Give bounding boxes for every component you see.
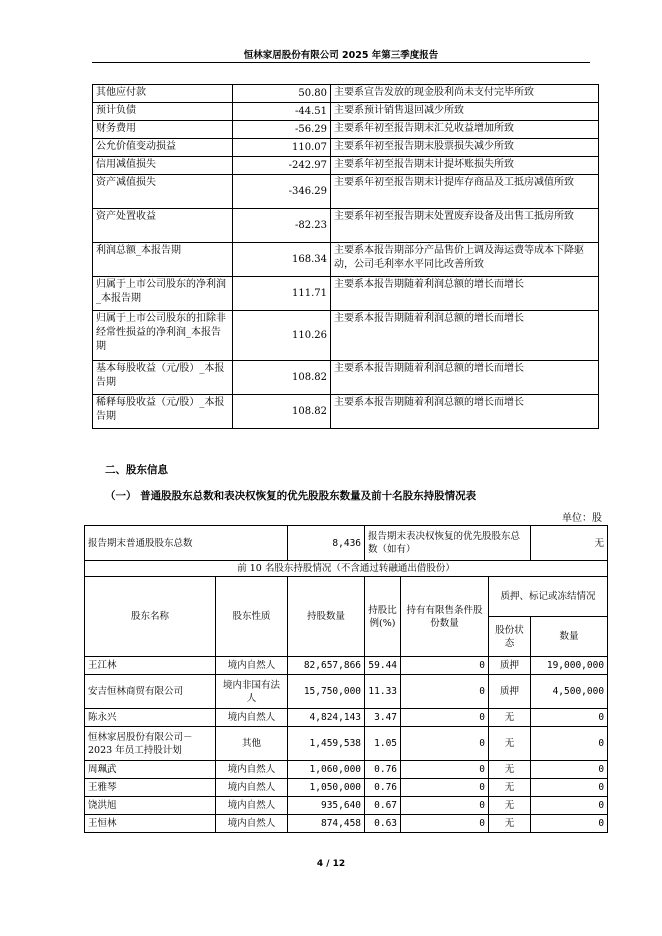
shareholder-qty: 874,458 xyxy=(288,815,365,833)
pref-shareholders-value: 无 xyxy=(531,526,608,561)
shareholder-qty: 15,750,000 xyxy=(288,675,365,709)
shareholder-row xyxy=(85,797,608,815)
shareholder-row xyxy=(85,675,608,709)
changes-item: 财务费用 xyxy=(93,121,233,139)
changes-reason: 主要系本报告期随着利润总额的增长而增长 xyxy=(331,311,599,361)
changes-value: 111.71 xyxy=(233,277,331,311)
shareholder-ratio: 59.44 xyxy=(365,657,401,675)
shareholder-restricted: 0 xyxy=(401,709,489,727)
shareholder-qty: 935,640 xyxy=(288,797,365,815)
shareholder-ratio: 0.76 xyxy=(365,761,401,779)
changes-row xyxy=(93,139,599,157)
shareholder-ratio: 0.63 xyxy=(365,815,401,833)
changes-row xyxy=(93,395,599,429)
col-header-status: 股份状态 xyxy=(489,617,531,657)
changes-row xyxy=(93,243,599,277)
changes-value: 110.26 xyxy=(233,311,331,361)
changes-reason: 主要系本报告期随着利润总额的增长而增长 xyxy=(331,395,599,429)
col-header-qty: 持股数量 xyxy=(288,577,365,657)
col-header-nature: 股东性质 xyxy=(216,577,288,657)
changes-value: 168.34 xyxy=(233,243,331,277)
shareholder-qty: 4,824,143 xyxy=(288,709,365,727)
shareholder-restricted: 0 xyxy=(401,815,489,833)
changes-reason: 主要系宣告发放的现金股利尚未支付完毕所致 xyxy=(331,85,599,103)
shareholder-qty: 82,657,866 xyxy=(288,657,365,675)
col-header-name: 股东名称 xyxy=(85,577,216,657)
col-header-pledge: 质押、标记或冻结情况 xyxy=(489,577,608,617)
shareholder-qty: 1,459,538 xyxy=(288,727,365,761)
shareholder-row xyxy=(85,779,608,797)
shareholder-nature: 境内非国有法人 xyxy=(216,675,288,709)
shareholder-pledge-status: 无 xyxy=(489,709,531,727)
changes-value: -44.51 xyxy=(233,103,331,121)
changes-reason: 主要系预计销售退回减少所致 xyxy=(331,103,599,121)
changes-reason: 主要系本报告期部分产品售价上调及海运费等成本下降驱动，公司毛利率水平同比改善所致 xyxy=(331,243,599,277)
shareholder-pledge-status: 无 xyxy=(489,815,531,833)
shareholder-nature: 境内自然人 xyxy=(216,797,288,815)
shareholder-nature: 境内自然人 xyxy=(216,761,288,779)
shareholder-name: 王恒林 xyxy=(85,815,216,833)
shareholder-name: 王江林 xyxy=(85,657,216,675)
shareholder-pledge-amount: 0 xyxy=(531,761,608,779)
shareholder-pledge-status: 无 xyxy=(489,761,531,779)
changes-reason: 主要系年初至报告期末计提库存商品及工抵房减值所致 xyxy=(331,175,599,209)
changes-reason: 主要系年初至报告期末汇兑收益增加所致 xyxy=(331,121,599,139)
changes-row xyxy=(93,175,599,209)
changes-row xyxy=(93,209,599,243)
page-number: 4 / 12 xyxy=(316,859,346,869)
changes-value: -56.29 xyxy=(233,121,331,139)
col-header-amount: 数量 xyxy=(531,617,608,657)
changes-item: 利润总额_本报告期 xyxy=(93,243,233,277)
changes-row xyxy=(93,121,599,139)
shareholder-nature: 境内自然人 xyxy=(216,815,288,833)
shareholder-pledge-amount: 0 xyxy=(531,779,608,797)
shareholder-nature: 其他 xyxy=(216,727,288,761)
shareholder-pledge-amount: 0 xyxy=(531,815,608,833)
changes-value: 108.82 xyxy=(233,361,331,395)
changes-item: 信用减值损失 xyxy=(93,157,233,175)
changes-item: 其他应付款 xyxy=(93,85,233,103)
shareholder-pledge-amount: 4,500,000 xyxy=(531,675,608,709)
col-header-restricted: 持有有限售条件股份数量 xyxy=(401,577,489,657)
shareholder-name: 饶洪旭 xyxy=(85,797,216,815)
changes-row xyxy=(93,157,599,175)
shareholder-row xyxy=(85,761,608,779)
shareholder-pledge-status: 无 xyxy=(489,797,531,815)
changes-item: 稀释每股收益（元/股）_本报告期 xyxy=(93,395,233,429)
changes-row xyxy=(93,361,599,395)
shareholder-row xyxy=(85,815,608,833)
changes-value: 110.07 xyxy=(233,139,331,157)
shareholder-nature: 境内自然人 xyxy=(216,709,288,727)
shareholder-name: 周珮武 xyxy=(85,761,216,779)
shareholder-restricted: 0 xyxy=(401,761,489,779)
total-shareholders-label: 报告期末普通股股东总数 xyxy=(85,526,288,561)
changes-item: 资产减值损失 xyxy=(93,175,233,209)
shareholder-restricted: 0 xyxy=(401,797,489,815)
shareholder-pledge-amount: 19,000,000 xyxy=(531,657,608,675)
report-header: 恒林家居股份有限公司 2025 年第三季度报告 xyxy=(243,50,439,61)
shareholder-pledge-amount: 0 xyxy=(531,709,608,727)
total-shareholders-value: 8,436 xyxy=(288,526,365,561)
subsection-title: （一） 普通股股东总数和表决权恢复的优先股股东数量及前十名股东持股情况表 xyxy=(105,490,477,502)
shareholder-nature: 境内自然人 xyxy=(216,779,288,797)
changes-reason: 主要系本报告期随着利润总额的增长而增长 xyxy=(331,277,599,311)
shareholder-nature: 境内自然人 xyxy=(216,657,288,675)
changes-table xyxy=(92,84,599,429)
section-title: 二、股东信息 xyxy=(105,464,168,476)
top10-caption: 前 10 名股东持股情况（不含通过转融通出借股份） xyxy=(85,561,608,577)
changes-value: -242.97 xyxy=(233,157,331,175)
shareholder-ratio: 1.05 xyxy=(365,727,401,761)
shareholder-pledge-status: 质押 xyxy=(489,657,531,675)
changes-value: 108.82 xyxy=(233,395,331,429)
pref-shareholders-label: 报告期末表决权恢复的优先股股东总数（如有） xyxy=(365,526,531,561)
shareholder-row xyxy=(85,709,608,727)
changes-value: -82.23 xyxy=(233,209,331,243)
shareholder-name: 安吉恒林商贸有限公司 xyxy=(85,675,216,709)
shareholder-name: 陈永兴 xyxy=(85,709,216,727)
changes-item: 归属于上市公司股东的扣除非经常性损益的净利润_本报告期 xyxy=(93,311,233,361)
shareholder-row xyxy=(85,727,608,761)
shareholder-ratio: 11.33 xyxy=(365,675,401,709)
changes-row xyxy=(93,277,599,311)
changes-reason: 主要系年初至报告期末处置废弃设备及出售工抵房所致 xyxy=(331,209,599,243)
changes-row xyxy=(93,103,599,121)
changes-reason: 主要系本报告期随着利润总额的增长而增长 xyxy=(331,361,599,395)
shareholder-ratio: 0.67 xyxy=(365,797,401,815)
unit-label: 单位：股 xyxy=(562,513,602,524)
header-divider xyxy=(92,62,590,63)
shareholder-row xyxy=(85,657,608,675)
shareholder-qty: 1,060,000 xyxy=(288,761,365,779)
shareholder-pledge-amount: 0 xyxy=(531,727,608,761)
changes-value: -346.29 xyxy=(233,175,331,209)
shareholder-pledge-status: 无 xyxy=(489,779,531,797)
changes-reason: 主要系年初至报告期末股票损失减少所致 xyxy=(331,139,599,157)
shareholder-restricted: 0 xyxy=(401,779,489,797)
shareholder-ratio: 3.47 xyxy=(365,709,401,727)
changes-item: 公允价值变动损益 xyxy=(93,139,233,157)
shareholder-restricted: 0 xyxy=(401,727,489,761)
changes-value: 50.80 xyxy=(233,85,331,103)
changes-row xyxy=(93,311,599,361)
changes-reason: 主要系年初至报告期末计提坏账损失所致 xyxy=(331,157,599,175)
changes-item: 预计负债 xyxy=(93,103,233,121)
shareholder-pledge-amount: 0 xyxy=(531,797,608,815)
changes-item: 归属于上市公司股东的净利润_本报告期 xyxy=(93,277,233,311)
col-header-ratio: 持股比例(%) xyxy=(365,577,401,657)
shareholder-restricted: 0 xyxy=(401,675,489,709)
shareholder-ratio: 0.76 xyxy=(365,779,401,797)
shareholder-pledge-status: 质押 xyxy=(489,675,531,709)
shareholder-name: 恒林家居股份有限公司－2023 年员工持股计划 xyxy=(85,727,216,761)
shareholder-restricted: 0 xyxy=(401,657,489,675)
changes-row xyxy=(93,85,599,103)
shareholder-pledge-status: 无 xyxy=(489,727,531,761)
changes-item: 资产处置收益 xyxy=(93,209,233,243)
shareholder-name: 王雅琴 xyxy=(85,779,216,797)
shareholders-table xyxy=(84,525,608,833)
changes-item: 基本每股收益（元/股）_本报告期 xyxy=(93,361,233,395)
shareholder-qty: 1,050,000 xyxy=(288,779,365,797)
